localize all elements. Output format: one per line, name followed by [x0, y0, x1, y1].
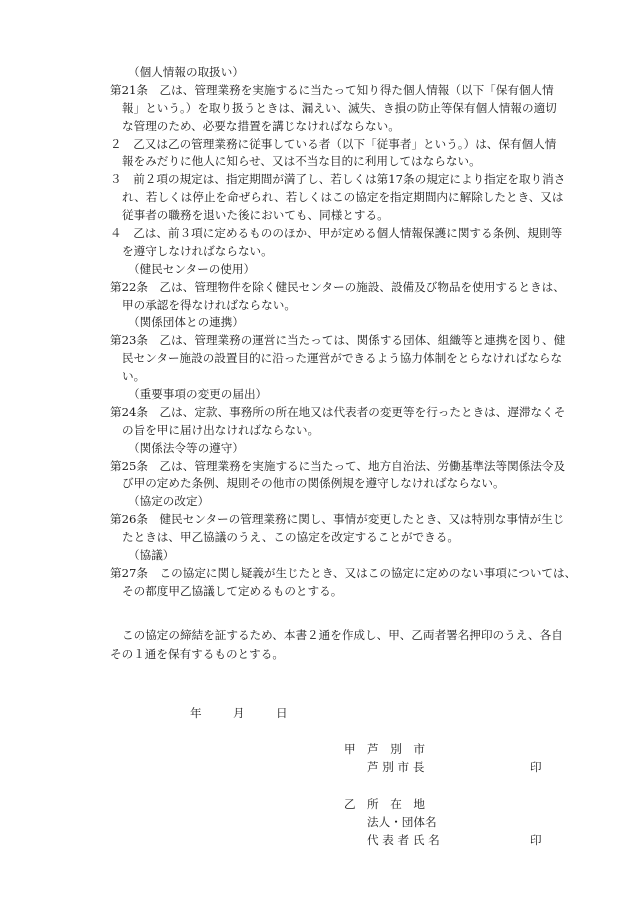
party-b-address: 所 在 地 — [367, 797, 425, 811]
body-line: 従事者の職務を退いた後においても、同様とする。 — [122, 208, 389, 223]
date-year: 年 — [190, 706, 202, 720]
article-heading: （関係団体との連携） — [128, 315, 244, 330]
party-a-seal: 印 — [530, 760, 542, 774]
body-line: 甲の承認を得なければならない。 — [122, 297, 296, 312]
party-b-mark: 乙 — [344, 797, 356, 811]
party-a-mark: 甲 — [344, 742, 356, 756]
date-line — [190, 705, 288, 721]
closing-line-1: この協定の締結を証するため、本書２通を作成し、甲、乙両者署名押印のうえ、各自 — [122, 628, 563, 642]
article-heading: （協議） — [128, 548, 175, 563]
agreement-body — [110, 64, 577, 601]
article-heading: （関係法令等の遵守） — [128, 440, 244, 455]
party-b-seal: 印 — [530, 833, 542, 847]
body-line: を遵守しなければならない。 — [122, 243, 273, 258]
body-line: れ、若しくは停止を命ぜられ、若しくはこの協定を指定期間内に解除したとき、又は — [122, 190, 564, 205]
article-heading: （健民センターの使用） — [128, 261, 256, 276]
body-line: 報」という。）を取り扱うときは、漏えい、滅失、き損の防止等保有個人情報の適切 — [122, 100, 557, 115]
body-line: ４ 乙は、前３項に定めるもののほか、甲が定める個人情報保護に関する条例、規則等 — [110, 226, 563, 241]
closing-statement — [110, 626, 563, 664]
body-line: 民センター施設の設置目的に沿った運営ができるよう協力体制をとらなければならな — [122, 351, 563, 366]
body-line: な管理のため、必要な措置を講じなければならない。 — [122, 118, 400, 133]
body-line: その都度甲乙協議して定めるものとする。 — [122, 583, 343, 598]
closing-line-2: その１通を保有するものとする。 — [110, 647, 284, 661]
body-line: たときは、甲乙協議のうえ、この協定を改定することができる。 — [122, 530, 459, 545]
party-a-address: 芦 別 市 — [367, 742, 425, 756]
body-line: の旨を甲に届け出なければならない。 — [122, 422, 320, 437]
body-line: 第27条 この協定に関し疑義が生じたとき、又はこの協定に定めのない事項については、 — [110, 565, 577, 580]
body-line: 第22条 乙は、管理物件を除く健民センターの施設、設備及び物品を使用するときは、 — [110, 279, 565, 294]
body-line: ２ 乙又は乙の管理業務に従事している者（以下「従事者」という。）は、保有個人情 — [110, 136, 557, 151]
date-day: 日 — [275, 706, 288, 720]
party-b-org: 法人・団体名 — [367, 815, 437, 829]
body-line: び甲の定めた条例、規則その他市の関係例規を遵守しなければならない。 — [122, 476, 505, 491]
date-month: 月 — [232, 706, 245, 720]
article-heading: （協定の改定） — [128, 494, 210, 509]
body-line: 第23条 乙は、管理業務の運営に当たっては、関係する団体、組織等と連携を図り、健 — [110, 333, 566, 348]
body-line: 第21条 乙は、管理業務を実施するに当たって知り得た個人情報（以下「保有個人情 — [110, 82, 554, 97]
party-b-representative: 代 表 者 氏 名 — [367, 833, 440, 847]
article-heading: （個人情報の取扱い） — [128, 65, 244, 79]
body-line: 第24条 乙は、定款、事務所の所在地又は代表者の変更等を行ったときは、遅滞なくそ — [110, 404, 566, 419]
party-a-name: 芦 別 市 長 — [367, 760, 425, 774]
article-heading: （重要事項の変更の届出） — [128, 387, 268, 402]
body-line: 報をみだりに他人に知らせ、又は不当な目的に利用してはならない。 — [122, 154, 481, 169]
body-line: 第26条 健民センターの管理業務に関し、事情が変更したとき、又は特別な事情が生じ — [110, 512, 565, 527]
body-line: い。 — [122, 369, 146, 384]
body-line: ３ 前２項の規定は、指定期間が満了し、若しくは第17条の規定により指定を取り消さ — [110, 172, 566, 187]
body-line: 第25条 乙は、管理業務を実施するに当たって、地方自治法、労働基準法等関係法令及 — [110, 458, 566, 473]
